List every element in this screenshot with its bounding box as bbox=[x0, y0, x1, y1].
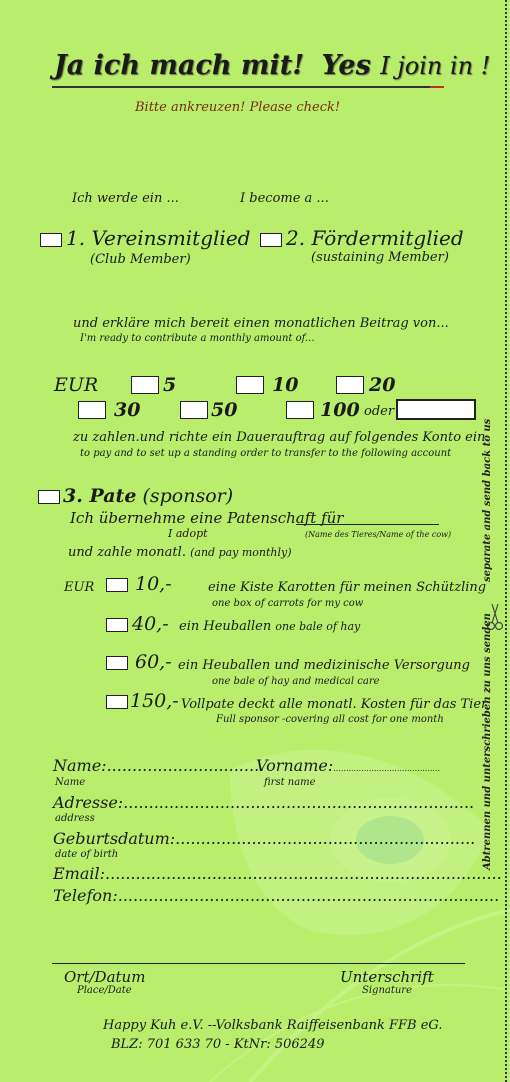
title-yes: Yes bbox=[321, 50, 371, 81]
pate-option-60-en: one bale of hay and medical care bbox=[212, 676, 380, 687]
checkbox-pate-150[interactable] bbox=[106, 695, 128, 709]
oder-label: oder bbox=[364, 404, 395, 419]
checkbox-amount-20[interactable] bbox=[336, 376, 364, 394]
title-main: Ja ich mach mit! bbox=[54, 50, 305, 81]
become-de: Ich werde ein ... bbox=[72, 191, 179, 206]
standing-order-en: to pay and to set up a standing order to transfer to the following account bbox=[80, 448, 452, 459]
footer-line2: BLZ: 701 633 70 - KtNr: 506249 bbox=[111, 1037, 325, 1052]
pate-option-40-en: one bale of hay bbox=[275, 620, 361, 633]
pate-option-40 bbox=[179, 619, 360, 634]
pate-sponsor: (sponsor) bbox=[142, 485, 234, 507]
page-title bbox=[54, 50, 490, 81]
pate-pay-de: und zahle monatl. bbox=[68, 545, 186, 560]
pate-option-40-de: ein Heuballen bbox=[179, 619, 272, 634]
vereinsmitglied-sub: (Club Member) bbox=[90, 252, 191, 267]
amount-100: 100 bbox=[320, 399, 360, 421]
animal-name-field[interactable] bbox=[296, 524, 439, 525]
pate-amount-10: 10,- bbox=[135, 573, 172, 595]
instruction: Bitte ankreuzen! Please check! bbox=[135, 100, 341, 115]
pate-adopt: I adopt bbox=[168, 527, 208, 540]
declare-de: und erkläre mich bereit einen monatlichen Beitrag von... bbox=[73, 316, 449, 331]
checkbox-pate[interactable] bbox=[38, 490, 60, 504]
signature-line[interactable] bbox=[52, 963, 465, 964]
become-en: I become a ... bbox=[240, 191, 329, 206]
ort-datum-en: Place/Date bbox=[77, 985, 132, 996]
vorname-en: first name bbox=[264, 777, 316, 788]
checkbox-amount-5[interactable] bbox=[131, 376, 159, 394]
amount-5: 5 bbox=[163, 374, 177, 396]
pate-currency: EUR bbox=[64, 580, 95, 595]
vorname-label: Vorname: bbox=[256, 756, 334, 775]
amount-30: 30 bbox=[114, 399, 141, 421]
vereinsmitglied-label: 1. Vereinsmitglied bbox=[66, 226, 251, 250]
vorname-field[interactable] bbox=[256, 756, 440, 775]
telefon-field[interactable]: Telefon:........................................................................... bbox=[53, 886, 500, 905]
pate-option-150-en: Full sponsor -covering all cost for one month bbox=[216, 714, 444, 725]
pate-hint: (Name des Tieres/Name of the cow) bbox=[305, 530, 452, 539]
title-underline-accent bbox=[430, 86, 444, 88]
unterschrift-en: Signature bbox=[362, 985, 413, 996]
amount-20: 20 bbox=[369, 374, 396, 396]
pate-line1: Ich übernehme eine Patenschaft für bbox=[70, 509, 344, 527]
amount-10: 10 bbox=[272, 374, 299, 396]
pate-pay bbox=[68, 545, 292, 560]
email-field[interactable]: Email:.............................................................................. bbox=[53, 864, 502, 883]
currency-label: EUR bbox=[54, 374, 99, 396]
checkbox-amount-10[interactable] bbox=[236, 376, 264, 394]
title-underline bbox=[52, 86, 444, 88]
checkbox-amount-100[interactable] bbox=[286, 401, 314, 419]
checkbox-amount-30[interactable] bbox=[78, 401, 106, 419]
checkbox-pate-40[interactable] bbox=[106, 618, 128, 632]
pate-option-10-de: eine Kiste Karotten für meinen Schützling bbox=[208, 580, 487, 595]
geburtsdatum-en: date of birth bbox=[55, 849, 119, 860]
adresse-field[interactable]: Adresse:..................................................................... bbox=[53, 793, 475, 812]
side-text-top: separate and send back to us bbox=[482, 418, 493, 582]
side-text-bottom: Abtrennen und unterschrieben zu uns senden bbox=[482, 613, 493, 870]
pate-pay-en: (and pay monthly) bbox=[190, 546, 292, 559]
name-field[interactable]: Name:............................... bbox=[53, 756, 265, 775]
checkbox-vereinsmitglied[interactable] bbox=[40, 233, 62, 247]
declare-en: I'm ready to contribute a monthly amount of... bbox=[80, 333, 315, 344]
pate-amount-150: 150,- bbox=[130, 690, 179, 712]
custom-amount-field[interactable] bbox=[396, 399, 476, 420]
checkbox-amount-50[interactable] bbox=[180, 401, 208, 419]
vorname-dots: .......................................... bbox=[333, 764, 441, 773]
name-en: Name bbox=[55, 777, 86, 788]
foerdermitglied-label: 2. Fördermitglied bbox=[286, 226, 464, 250]
pate-label bbox=[63, 485, 233, 507]
pate-option-60-de: ein Heuballen und medizinische Versorgung bbox=[178, 658, 470, 673]
pate-amount-40: 40,- bbox=[132, 613, 169, 635]
checkbox-pate-10[interactable] bbox=[106, 578, 128, 592]
pate-option-150-de: Vollpate deckt alle monatl. Kosten für das Tier bbox=[181, 697, 488, 712]
checkbox-pate-60[interactable] bbox=[106, 656, 128, 670]
pate-title: 3. Pate bbox=[63, 485, 137, 507]
pate-option-10-en: one box of carrots for my cow bbox=[212, 598, 364, 609]
ort-datum-label: Ort/Datum bbox=[64, 968, 146, 986]
geburtsdatum-field[interactable]: Geburtsdatum:........................................................... bbox=[53, 829, 476, 848]
footer-line1: Happy Kuh e.V. --Volksbank Raiffeisenbank FFB eG. bbox=[103, 1018, 443, 1033]
adresse-en: address bbox=[55, 813, 95, 824]
standing-order-de: zu zahlen.und richte ein Dauerauftrag auf folgendes Konto ein. bbox=[73, 430, 490, 445]
pate-amount-60: 60,- bbox=[135, 651, 172, 673]
amount-50: 50 bbox=[211, 399, 238, 421]
unterschrift-label: Unterschrift bbox=[340, 968, 434, 986]
title-sub: I join in ! bbox=[380, 52, 491, 80]
foerdermitglied-sub: (sustaining Member) bbox=[311, 250, 449, 265]
checkbox-foerdermitglied[interactable] bbox=[260, 233, 282, 247]
